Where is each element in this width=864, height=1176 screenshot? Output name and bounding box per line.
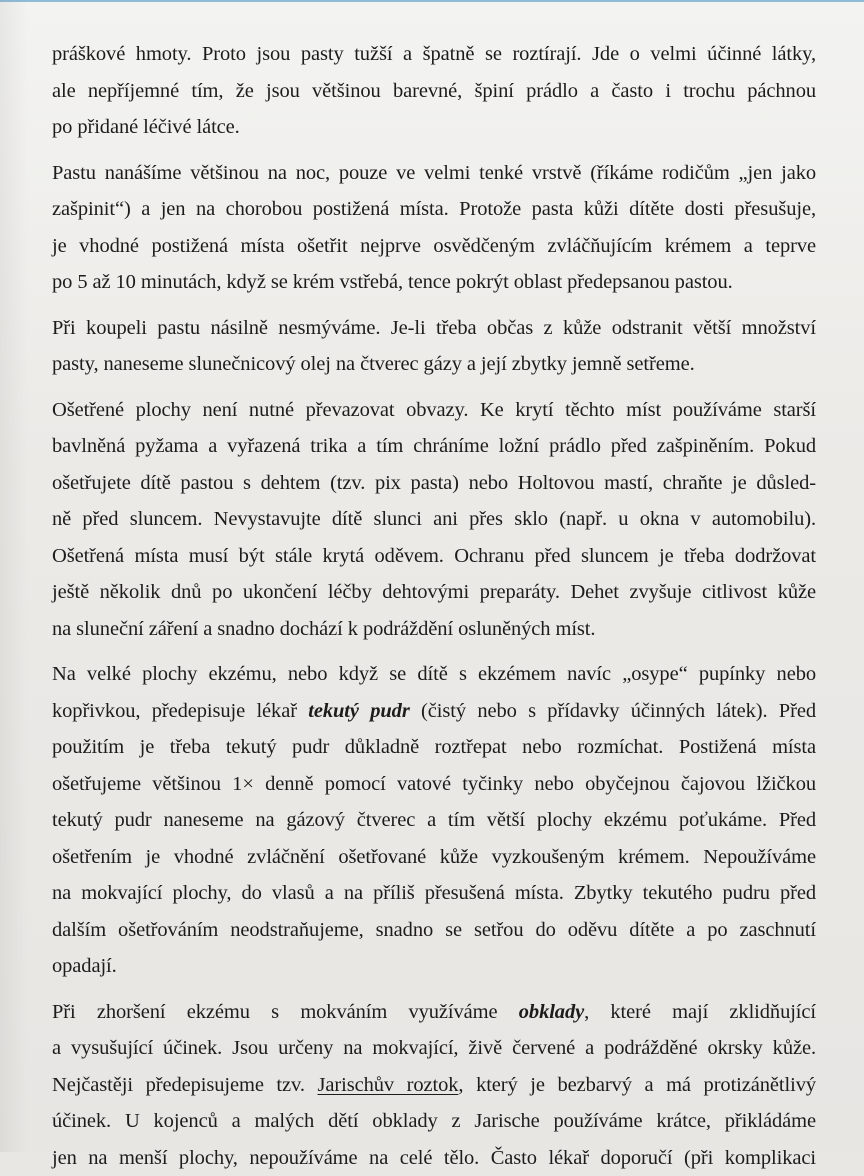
text-line: Pastu nanášíme většinou na noc, pouze ve velmi tenké vrstvě (říkáme rodičům „jen jako	[52, 155, 816, 192]
text-line: po 5 až 10 minutách, když se krém vstřebá, tence pokrýt oblast předepsanou pastou.	[52, 264, 816, 301]
text-line: dalším ošetřováním neodstraňujeme, snadno se setřou do oděvu dítěte a po zaschnutí	[52, 912, 816, 949]
text-run: Nejčastěji předepisujeme tzv.	[52, 1074, 318, 1096]
underlined-term-jarischuv-roztok: Jarischův roztok	[318, 1074, 459, 1096]
text-line: tekutý pudr naneseme na gázový čtverec a tím větší plochy ekzému poťukáme. Před	[52, 802, 816, 839]
text-line: účinek. U kojenců a malých dětí obklady z Jarische používáme krátce, přikládáme	[52, 1103, 816, 1140]
emphasized-term-obklady: obklady	[519, 1001, 584, 1023]
text-run: (čistý nebo s přídavky účinných látek). Před	[410, 700, 816, 722]
text-line: bavlněná pyžama a vyřazená trika a tím chráníme ložní prádlo před zašpiněním. Pokud	[52, 428, 816, 465]
text-line: jen na menší plochy, nepoužíváme na celé tělo. Často lékař doporučí (při komplikaci	[52, 1140, 816, 1176]
text-line: na sluneční záření a snadno dochází k podráždění osluněných míst.	[52, 611, 816, 648]
text-line: a vysušující účinek. Jsou určeny na mokvající, živě červené a podrážděné okrsky kůže.	[52, 1030, 816, 1067]
text-line: ale nepříjemné tím, že jsou většinou barevné, špiní prádlo a často i trochu páchnou	[52, 73, 816, 110]
text-line: ošetřujete dítě pastou s dehtem (tzv. pix pasta) nebo Holtovou mastí, chraňte je důsled-	[52, 465, 816, 502]
text-line: Při koupeli pastu násilně nesmýváme. Je-li třeba občas z kůže odstranit větší množství	[52, 310, 816, 347]
text-run: , které mají zklidňující	[584, 1001, 816, 1023]
text-run: kopřivkou, předepisuje lékař	[52, 700, 308, 722]
text-line: práškové hmoty. Proto jsou pasty tužší a špatně se roztírají. Jde o velmi účinné látky,	[52, 36, 816, 73]
text-line	[52, 693, 816, 730]
paragraph-5	[52, 656, 816, 985]
paragraph-4	[52, 392, 816, 648]
page-shadow	[0, 0, 28, 1152]
text-line: pasty, naneseme slunečnicový olej na čtverec gázy a její zbytky jemně setřeme.	[52, 346, 816, 383]
text-line: ně před sluncem. Nevystavujte dítě slunci ani přes sklo (např. u okna v automobilu).	[52, 501, 816, 538]
text-line	[52, 994, 816, 1031]
text-line: Na velké plochy ekzému, nebo když se dítě s ekzémem navíc „osype“ pupínky nebo	[52, 656, 816, 693]
text-line: ošetřením je vhodné zvláčnění ošetřované kůže vyzkoušeným krémem. Nepoužíváme	[52, 839, 816, 876]
text-line: Ošetřená místa musí být stále krytá oděvem. Ochranu před sluncem je třeba dodržovat	[52, 538, 816, 575]
paragraph-2	[52, 155, 816, 301]
page-text	[52, 36, 816, 1176]
paragraph-1	[52, 36, 816, 146]
text-line: Ošetřené plochy není nutné převazovat obvazy. Ke krytí těchto míst používáme starší	[52, 392, 816, 429]
text-run: Při zhoršení ekzému s mokváním využíváme	[52, 1001, 519, 1023]
text-run: , který je bezbarvý a má protizánětlivý	[458, 1074, 816, 1096]
text-line: po přidané léčivé látce.	[52, 109, 816, 146]
text-line	[52, 1067, 816, 1104]
emphasized-term-tekuty-pudr: tekutý pudr	[308, 700, 409, 722]
paragraph-3	[52, 310, 816, 383]
text-line: ošetřujeme většinou 1× denně pomocí vatové tyčinky nebo obyčejnou čajovou lžičkou	[52, 766, 816, 803]
paragraph-6	[52, 994, 816, 1176]
text-line: ještě několik dnů po ukončení léčby dehtovými preparáty. Dehet zvyšuje citlivost kůže	[52, 574, 816, 611]
text-line: je vhodné postižená místa ošetřit nejprve osvědčeným zvláčňujícím krémem a teprve	[52, 228, 816, 265]
text-line: na mokvající plochy, do vlasů a na příliš přesušená místa. Zbytky tekutého pudru před	[52, 875, 816, 912]
text-line: opadají.	[52, 948, 816, 985]
text-line: použitím je třeba tekutý pudr důkladně roztřepat nebo rozmíchat. Postižená místa	[52, 729, 816, 766]
text-line: zašpinit“) a jen na chorobou postižená místa. Protože pasta kůži dítěte dosti přesušuje,	[52, 191, 816, 228]
top-rule	[0, 0, 864, 2]
